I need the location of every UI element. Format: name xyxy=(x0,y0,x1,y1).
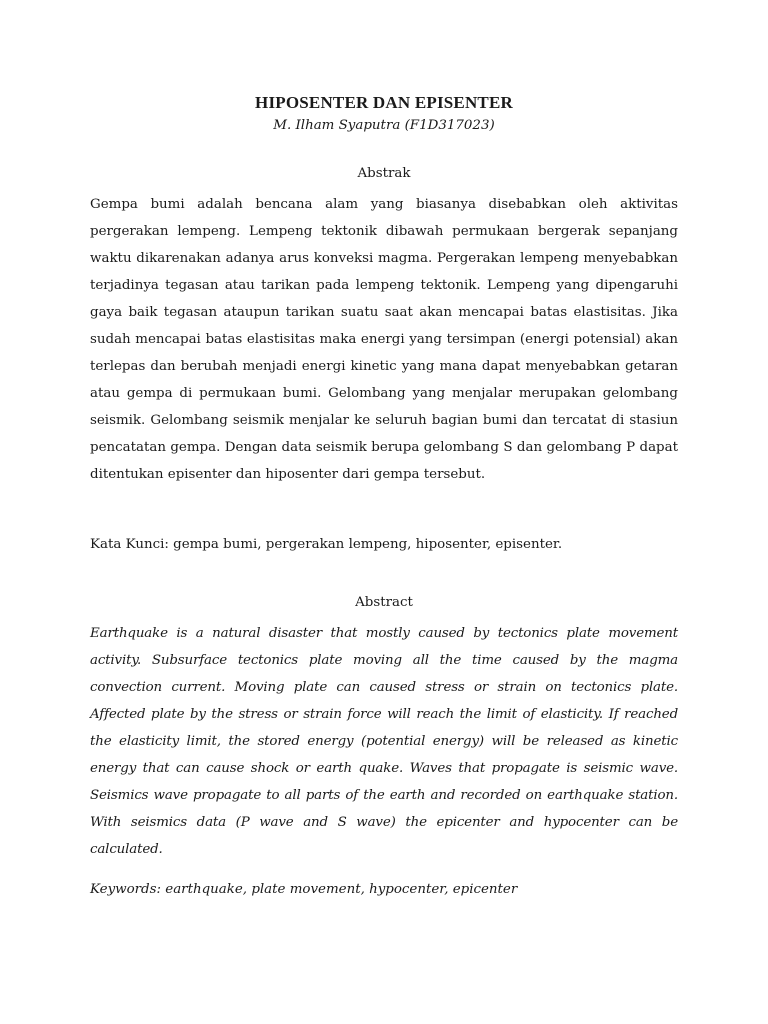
abstract-heading: Abstract xyxy=(355,595,413,610)
kata-kunci: Kata Kunci: gempa bumi, pergerakan lempeng, hiposenter, episenter. xyxy=(90,537,563,552)
abstract-body: Earthquake is a natural disaster that mostly caused by tectonics plate movement activity. Subsurface tectonics plate moving all the time caused by the magma convection current. Moving plate can caused stress or strain on tectonics plate. Affected plate by the stress or strain force will reach the limit of elasticity. If reached the elasticity limit, the stored energy (potential energy) will be released as kinetic energy that can cause shock or earth quake. Waves that propagate is seismic wave. Seismics wave propagate to all parts of the earth and recorded on earthquake station. With seismics data (P wave and S wave) the epicenter and hypocenter can be calculated. xyxy=(90,626,678,857)
abstrak-heading: Abstrak xyxy=(357,166,411,181)
author-line: M. Ilham Syaputra (F1D317023) xyxy=(273,118,495,133)
document-page xyxy=(90,0,678,1024)
keywords: Keywords: earthquake, plate movement, hypocenter, epicenter xyxy=(90,882,518,897)
abstrak-body: Gempa bumi adalah bencana alam yang biasanya disebabkan oleh aktivitas pergerakan lempeng. Lempeng tektonik dibawah permukaan bergerak sepanjang waktu dikarenakan adanya arus konveksi magma. Pergerakan lempeng menyebabkan terjadinya tegasan atau tarikan pada lempeng tektonik. Lempeng yang dipengaruhi gaya baik tegasan ataupun tarikan suatu saat akan mencapai batas elastisitas. Jika sudah mencapai batas elastisitas maka energi yang tersimpan (energi potensial) akan terlepas dan berubah menjadi energi kinetic yang mana dapat menyebabkan getaran atau gempa di permukaan bumi. Gelombang yang menjalar merupakan gelombang seismik. Gelombang seismik menjalar ke seluruh bagian bumi dan tercatat di stasiun pencatatan gempa. Dengan data seismik berupa gelombang S dan gelombang P dapat ditentukan episenter dan hiposenter dari gempa tersebut. xyxy=(90,197,678,482)
document-title: HIPOSENTER DAN EPISENTER xyxy=(255,93,513,112)
